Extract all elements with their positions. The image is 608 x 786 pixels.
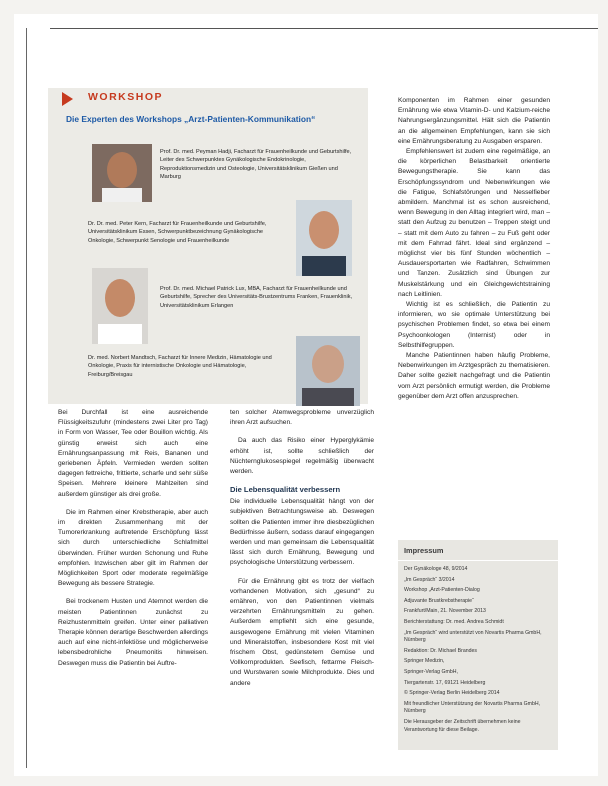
paragraph: Die individuelle Lebensqualität hängt von der subjektiven Betrachtungsweise ab. Deswegen sollten die Patienten immer ihre diesbezüglichen Bedürfnisse äußern, sodass darauf eingegangen werden und man gemeinsam die Lebensqualität lässt sich durch Ernährung, Bewegung und psychologische Unterstützung verbessern. xyxy=(230,498,374,567)
expert-caption-3: Prof. Dr. med. Michael Patrick Lux, MBA, Facharzt für Frauenheilkunde und Geburtshilfe, Sprecher des Universitäts-Brustzentrums Franken, Frauenklinik, Universitätsklinikum Erlangen xyxy=(160,286,353,309)
paragraph: Bei trockenem Husten und Atemnot werden die meisten Patientinnen zunächst zu Reizhustenmitteln greifen. Unter einer palliativen Therapie können derartige Beschwerden allerdings auch auf eine nicht-infektiöse und möglicherweise lebensbedrohliche Pneumonitis hinweisen. Deswegen muss die Patientin bei Auftre- xyxy=(58,598,208,667)
workshop-heading: Die Experten des Workshops „Arzt-Patienten-Kommunikation“ xyxy=(66,114,316,124)
expert-photo-3 xyxy=(92,268,148,344)
impressum-line: „Im Gespräch“ wird unterstützt von Novartis Pharma GmbH, Nürnberg xyxy=(404,629,542,644)
expert-photo-4 xyxy=(296,336,360,406)
expert-caption-2: Dr. Dr. med. Peter Kern, Facharzt für Frauenheilkunde und Geburtshilfe, Universitätsklinikum Essen, Schwerpunktbezeichnung Gynäkologische Onkologie, Schwerpunkt Senologie und Frauenheilkunde xyxy=(88,221,267,244)
impressum-title: Impressum xyxy=(404,546,444,555)
paragraph: ten solcher Atemwegsprobleme unverzüglich ihren Arzt aufsuchen. xyxy=(230,409,374,427)
paragraph: Die im Rahmen einer Krebstherapie, aber auch im direkten Zusammenhang mit der Tumorerkrankung auftretende Erschöpfung lässt sich durch unterschiedliche Schlafmittel überwinden. Früher wurden Schonung und Ruhe empfohlen. Inzwischen aber gilt im Rahmen der Möglichkeiten Sport oder moderate regelmäßige Bewegung als bessere Strategie. xyxy=(58,508,208,588)
expert-photo-1 xyxy=(92,144,152,202)
impressum-line: Springer-Verlag GmbH, xyxy=(404,668,458,675)
impressum-line: Adjuvante Brustkrebstherapie“ xyxy=(404,597,474,604)
impressum-body xyxy=(404,566,554,737)
text-column-3 xyxy=(398,96,550,402)
paragraph: Komponenten im Rahmen einer gesunden Ernährung wie etwa Vitamin-D- und Kalzium-reiche Nahrungsergänzungsmittel. Hält sich die Patientin an die allgemeinen Empfehlungen, kann sie sich eine Ernährungsberatung zu Ausgaben ersparen. xyxy=(398,97,550,145)
paragraph: Da auch das Risiko einer Hyperglykämie erhöht ist, sollte schließlich der Nüchternglukosespiegel regelmäßig überwacht werden. xyxy=(230,437,374,476)
impressum-line: Berichterstattung: Dr. med. Andrea Schmidt xyxy=(404,618,504,625)
impressum-line: © Springer-Verlag Berlin Heidelberg 2014 xyxy=(404,690,500,697)
impressum-line: Springer Medizin, xyxy=(404,658,445,665)
left-margin-rule xyxy=(26,28,27,768)
paragraph: Wichtig ist es schließlich, die Patientin zu informieren, wo sie optimale Unterstützung bei psychischen Problemen findet, so etwa bei einem Psychoonkologen (Internist) oder in Selbsthilfegruppen. xyxy=(398,301,550,349)
top-rule xyxy=(50,28,598,29)
expert-caption-1: Prof. Dr. med. Peyman Hadji, Facharzt für Frauenheilkunde und Geburtshilfe, Leiter des Schwerpunktes Gynäkologische Endokrinologie, Reproduktionsmedizin und Osteologie, Universitätsklinikum Gießen und Marburg xyxy=(160,149,352,181)
paragraph: Bei Durchfall ist eine ausreichende Flüssigkeitszufuhr (mindestens zwei Liter pro Tag) in Form von Wasser, Tee oder Bouillon wichtig. Als günstig erweist sich auch eine Ernährungsanpassung mit Reis, Bananen und geriebenen Äpfeln. Vermieden werden sollten dagegen fettreiche, frittierte, scharfe und sehr süße Speisen. Mehrere kleinere Mahlzeiten sind außerdem günstiger als drei große. xyxy=(58,409,208,498)
section-heading: Die Lebensqualität verbessern xyxy=(230,485,341,495)
expert-photo-2 xyxy=(296,200,352,276)
triangle-marker-icon xyxy=(62,92,73,106)
impressum-rule xyxy=(398,560,558,561)
text-column-1 xyxy=(58,408,208,669)
expert-caption-4: Dr. med. Norbert Mandtsch, Facharzt für Innere Medizin, Hämatologie und Onkologie, Praxis für internistische Onkologie und Hämatologie, Freiburg/Breisgau xyxy=(88,355,272,378)
impressum-line: „Im Gespräch“ 3/2014 xyxy=(404,576,455,583)
text-column-2 xyxy=(230,408,374,689)
impressum-line: Mit freundlicher Unterstützung der Novartis Pharma GmbH, Nürnberg xyxy=(404,700,541,715)
impressum-line: Die Herausgeber der Zeitschrift übernehmen keine Verantwortung für diese Beilage. xyxy=(404,718,521,733)
impressum-line: Workshop „Arzt-Patienten-Dialog xyxy=(404,587,480,594)
paragraph: Manche Patientinnen haben häufig Probleme, Nebenwirkungen im Arztgespräch zu thematisieren. Daher sollte gezielt nachgefragt und die Patientin vom Arzt persönlich ermutigt werden, die Probleme gegenüber dem Arzt offen anzusprechen. xyxy=(398,352,550,400)
impressum-line: Frankfurt/Main, 21. November 2013 xyxy=(404,608,486,615)
workshop-label: WORKSHOP xyxy=(88,91,163,103)
paragraph: Für die Ernährung gibt es trotz der vielfach vorhandenen Motivation, sich „gesund“ zu ernähren, von den Patientinnen vielmals verzehrten Ernährungsmitteln zu gehen. Außerdem empfiehlt sich eine gesunde, ausgewogene Ernährung mit vielen Vitaminen und Mineralstoffen, insbesondere Kost mit viel frischem Obst, gedünstetem Gemüse und Vollkornprodukten. Seefisch, fettarme Fleisch- und Wurstwaren sowie Milchprodukte. Dies und andere xyxy=(230,577,374,687)
impressum-line: Redaktion: Dr. Michael Brandes xyxy=(404,647,477,654)
impressum-line: Tiergartenstr. 17, 69121 Heidelberg xyxy=(404,679,486,686)
impressum-line: Der Gynäkologe 48, 9/2014 xyxy=(404,566,468,572)
paragraph: Empfehlenswert ist zudem eine regelmäßige, an die körperlichen Belastbarkeit orientierte Bewegungstherapie. Sie kann das Erschöpfungssyndrom und Nebenwirkungen wie die Fatigue, Schlafstörungen und Nesselfieber abmildern. Manchmal ist es schon ausreichend, wenn Bewegung in den Alltag integriert wird, man – statt den Aufzug zu benutzen – Treppen steigt und – statt mit dem Auto zu fahren – zu Fuß geht oder mit dem Fahrrad fährt. Ideal sind ergänzend – möglichst vier bis fünf Stunden wöchentlich – Ausdauersportarten wie Radfahren, Schwimmen und Tanzen. Zusätzlich sind Übungen zur Muskelstärkung und ein Gleichgewichtstraining nach Leitlinien. xyxy=(398,148,550,298)
